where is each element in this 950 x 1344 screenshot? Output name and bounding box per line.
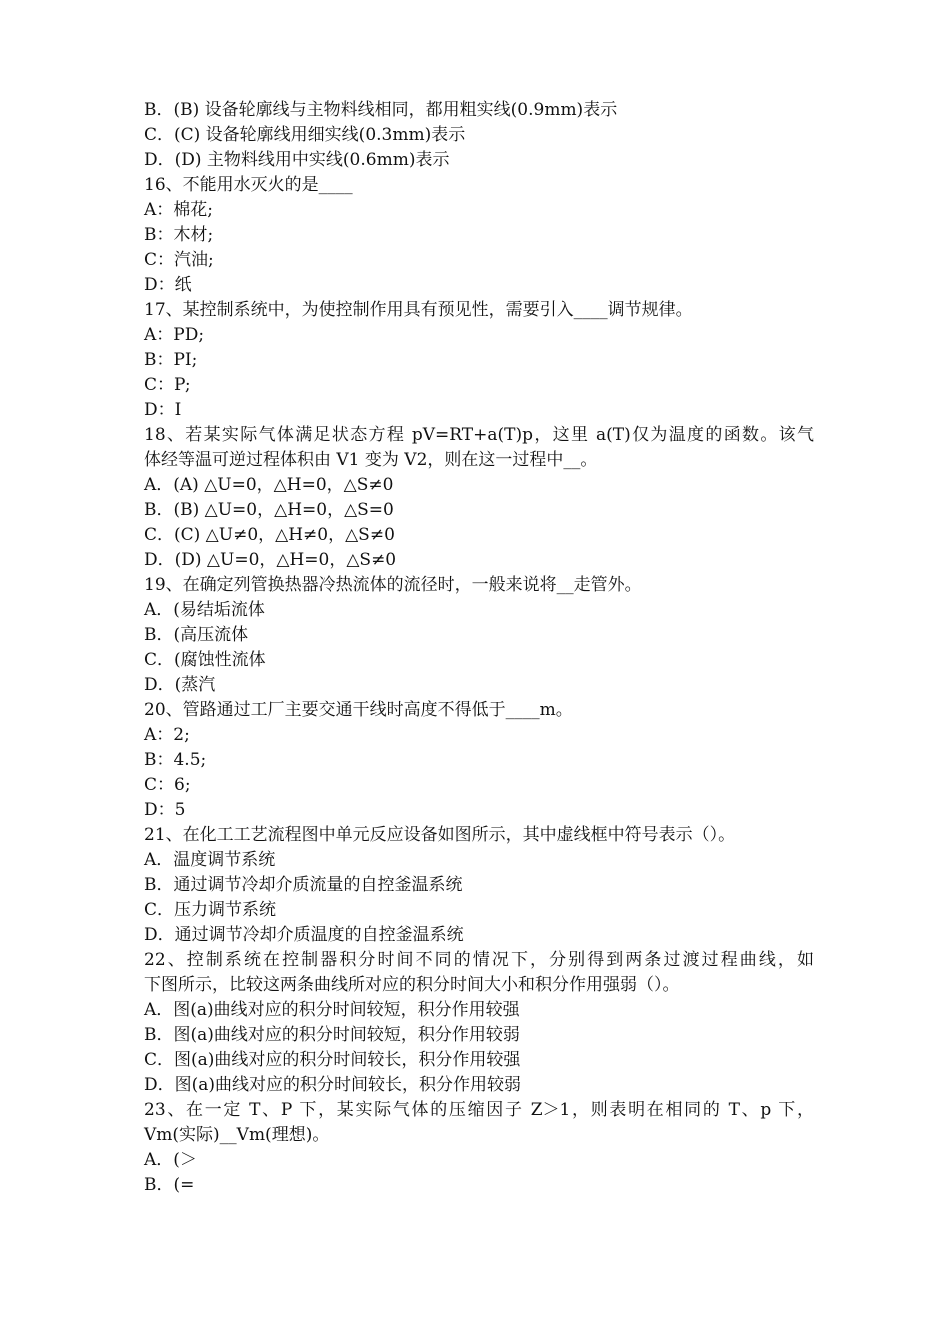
option-a: A：2; [144,725,190,745]
option-d: D．通过调节冷却介质温度的自控釜温系统 [144,925,464,945]
question-23-line-1: 23、在一定 T、P 下，某实际气体的压缩因子 Z＞1，则表明在相同的 T、p 下， [144,1100,814,1120]
option-c: C：P; [144,375,191,395]
option-d: D：I [144,400,182,420]
option-c: C．(C) △U≠0，△H≠0，△S≠0 [144,525,395,545]
document-body [144,98,814,1198]
option-b: B：木材; [144,225,214,245]
question-22-line-2: 下图所示，比较这两条曲线所对应的积分时间大小和积分作用强弱（）。 [144,975,680,995]
option-b: B．(B) △U=0，△H=0，△S=0 [144,500,394,520]
option-c: C：汽油; [144,250,214,270]
question-23-line-2: Vm(实际)__Vm(理想)。 [144,1125,330,1145]
question-20: 20、管路通过工厂主要交通干线时高度不得低于____m。 [144,700,573,720]
option-b: B．(= [144,1175,195,1195]
option-b: B．通过调节冷却介质流量的自控釜温系统 [144,875,463,895]
option-a: A．(A) △U=0，△H=0，△S≠0 [144,475,394,495]
option-a: A．(＞ [144,1150,197,1170]
question-18-line-1: 18、若某实际气体满足状态方程 pV=RT+a(T)p，这里 a(T)仅为温度的函数。该气 [144,425,814,445]
option-c: C．(腐蚀性流体 [144,650,266,670]
option-c: C．图(a)曲线对应的积分时间较长，积分作用较强 [144,1050,521,1070]
question-16: 16、不能用水灭火的是____ [144,175,353,195]
question-21: 21、在化工工艺流程图中单元反应设备如图所示，其中虚线框中符号表示（）。 [144,825,736,845]
option-c: C．压力调节系统 [144,900,277,920]
option-b: B．(高压流体 [144,625,249,645]
option-d: D．(蒸汽 [144,675,216,695]
option-a: A：棉花; [144,200,214,220]
question-22-line-1: 22、控制系统在控制器积分时间不同的情况下，分别得到两条过渡过程曲线，如 [144,950,814,970]
option-d: D：纸 [144,275,192,295]
option-b: B：PI; [144,350,198,370]
option-a: A．(易结垢流体 [144,600,265,620]
question-18-line-2: 体经等温可逆过程体积由 V1 变为 V2，则在这一过程中__。 [144,450,598,470]
option-a: A．温度调节系统 [144,850,276,870]
option-a: A：PD; [144,325,205,345]
option-d: D：5 [144,800,186,820]
question-17: 17、某控制系统中，为使控制作用具有预见性，需要引入____调节规律。 [144,300,693,320]
option-d: D．(D) △U=0，△H=0，△S≠0 [144,550,397,570]
option-b: B．图(a)曲线对应的积分时间较短，积分作用较弱 [144,1025,520,1045]
option-c: C：6; [144,775,191,795]
option-d: D．图(a)曲线对应的积分时间较长，积分作用较弱 [144,1075,522,1095]
question-19: 19、在确定列管换热器冷热流体的流径时，一般来说将__走管外。 [144,575,642,595]
option-16b: B．(B) 设备轮廓线与主物料线相同，都用粗实线(0.9mm)表示 [144,100,618,120]
option-16d: D．(D) 主物料线用中实线(0.6mm)表示 [144,150,450,170]
option-b: B：4.5; [144,750,207,770]
option-16c: C．(C) 设备轮廓线用细实线(0.3mm)表示 [144,125,466,145]
option-a: A．图(a)曲线对应的积分时间较短，积分作用较强 [144,1000,520,1020]
